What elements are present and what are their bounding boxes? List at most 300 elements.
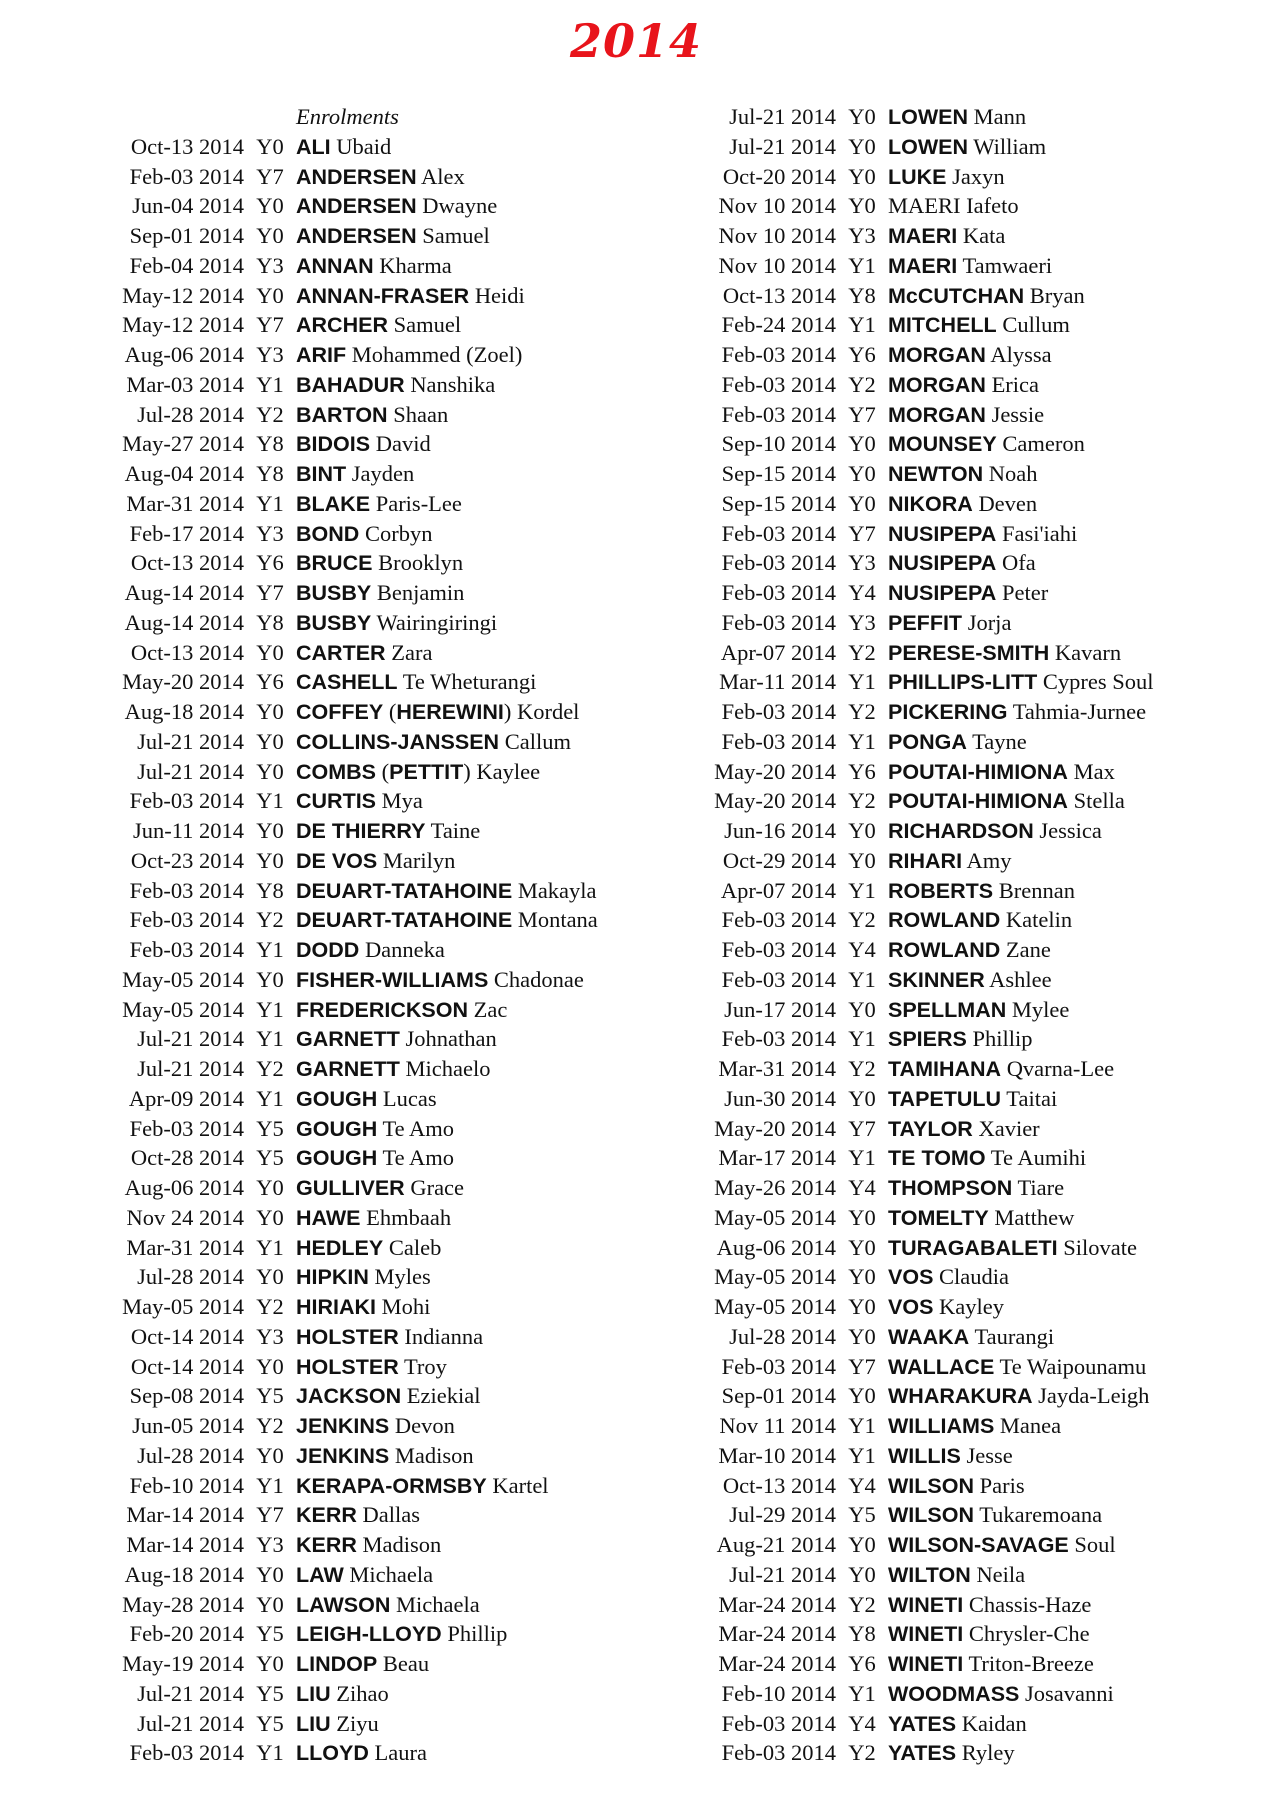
enrolment-date: May-12 2014 (122, 312, 244, 338)
enrolment-date: Aug-14 2014 (124, 609, 244, 635)
enrolment-date: Mar-14 2014 (126, 1502, 244, 1528)
enrolment-date: Jul-28 2014 (729, 1323, 836, 1349)
given-name: Taitai (1006, 1085, 1058, 1111)
student-name (296, 1203, 451, 1233)
surname: MAERI (888, 253, 958, 278)
student-name (888, 548, 1036, 578)
surname: HIRIAKI (296, 1295, 377, 1319)
surname: COFFEY (296, 700, 384, 724)
enrolment-row (60, 1114, 598, 1144)
year-level: Y0 (848, 193, 876, 219)
given-name: Ashlee (989, 966, 1052, 992)
surname: SKINNER (888, 967, 985, 992)
surname: GULLIVER (296, 1176, 405, 1200)
student-name (888, 1173, 1064, 1203)
given-name: Laura (374, 1740, 427, 1766)
enrolment-date: Jun-04 2014 (132, 193, 244, 219)
given-name: Cullum (1002, 312, 1070, 338)
enrolment-row (60, 667, 598, 697)
given-name: Zara (391, 639, 433, 665)
given-name: Tukaremoana (979, 1502, 1103, 1528)
year-level: Y0 (256, 1651, 284, 1676)
student-name (888, 251, 1052, 281)
enrolment-date: Feb-03 2014 (129, 937, 244, 962)
given-name: Manea (999, 1413, 1062, 1438)
student-name (296, 1352, 447, 1382)
student-name (888, 905, 1072, 935)
enrolment-date: Aug-21 2014 (716, 1532, 836, 1557)
student-name (296, 400, 448, 430)
surname: TAYLOR (888, 1116, 973, 1141)
enrolment-row (60, 697, 598, 727)
enrolment-row (652, 965, 1154, 995)
year-level: Y8 (256, 431, 284, 457)
enrolment-date: Mar-31 2014 (126, 490, 244, 516)
surname: CASHELL (296, 670, 398, 695)
given-name: Claudia (939, 1264, 1010, 1290)
year-level: Y1 (848, 728, 876, 754)
enrolment-row (652, 1203, 1154, 1233)
given-name: Fasi'iahi (1001, 520, 1078, 546)
year-level: Y3 (848, 609, 876, 635)
surname: PICKERING (888, 700, 1008, 724)
enrolment-row (652, 935, 1154, 965)
enrolment-date: Jul-21 2014 (729, 104, 836, 129)
student-name (296, 519, 432, 549)
enrolment-row (652, 757, 1154, 787)
enrolment-row (60, 1709, 598, 1739)
enrolment-date: Mar-24 2014 (718, 1591, 836, 1617)
surname: TAMIHANA (888, 1057, 1002, 1081)
enrolment-date: Aug-14 2014 (124, 580, 244, 605)
enrolment-row (652, 459, 1154, 489)
enrolment-date: May-05 2014 (122, 966, 244, 992)
student-name (888, 489, 1037, 519)
year-level: Y6 (848, 342, 876, 367)
surname: PERESE-SMITH (888, 640, 1050, 665)
enrolment-row (60, 370, 598, 400)
student-name (888, 1679, 1114, 1709)
student-name (888, 757, 1115, 787)
given-name: Zihao (336, 1680, 389, 1706)
enrolment-row (652, 132, 1154, 162)
year-level: Y1 (848, 966, 876, 992)
enrolment-row (60, 1500, 598, 1530)
year-level: Y1 (256, 788, 284, 814)
year-level: Y1 (848, 252, 876, 278)
enrolment-row (60, 310, 598, 340)
surname: YATES (888, 1711, 957, 1736)
enrolment-row (652, 400, 1154, 430)
enrolment-date: Sep-15 2014 (721, 490, 836, 516)
given-name: Eziekial (406, 1383, 481, 1409)
student-name (296, 1560, 433, 1590)
year-level: Y0 (848, 1532, 876, 1557)
given-name: Tahmia-Jurnee (1012, 699, 1147, 724)
enrolment-row (652, 1233, 1154, 1263)
student-name (296, 1738, 427, 1768)
surname: WOODMASS (888, 1681, 1020, 1706)
student-name (296, 1054, 491, 1084)
given-name: Kaylee (476, 758, 541, 784)
enrolment-date: May-20 2014 (714, 758, 836, 784)
student-name (888, 1411, 1061, 1441)
enrolment-date: Feb-03 2014 (721, 520, 836, 546)
student-name (296, 1173, 464, 1203)
enrolment-row (652, 429, 1154, 459)
student-name (888, 281, 1085, 311)
surname: WILLIS (888, 1443, 961, 1468)
student-name (296, 132, 391, 162)
student-name (888, 1233, 1137, 1263)
given-name: MAERI Iafeto (888, 193, 1019, 219)
given-name: Dwayne (422, 193, 498, 219)
enrolment-date: Oct-28 2014 (130, 1145, 244, 1171)
given-name: Jesse (966, 1442, 1013, 1468)
student-name (888, 1738, 1015, 1768)
enrolment-row (60, 876, 598, 906)
surname: WILSON-SAVAGE (888, 1533, 1069, 1557)
surname: ANDERSEN (296, 224, 417, 248)
student-name (888, 1203, 1074, 1233)
enrolment-date: Feb-03 2014 (721, 907, 836, 933)
enrolment-row (60, 400, 598, 430)
given-name: Ziyu (336, 1710, 379, 1736)
year-level: Y2 (848, 907, 876, 933)
given-name: Soul (1074, 1532, 1116, 1557)
enrolment-row (60, 1292, 598, 1322)
enrolment-row (652, 310, 1154, 340)
year-level: Y1 (256, 1085, 284, 1111)
enrolment-date: Jul-28 2014 (137, 1442, 244, 1468)
surname: NIKORA (888, 491, 973, 516)
year-level: Y7 (848, 401, 876, 427)
year-level: Y0 (848, 1561, 876, 1587)
enrolment-list-left (60, 102, 598, 1768)
surname: BINT (296, 462, 347, 486)
student-name (888, 995, 1069, 1025)
year-level: Y3 (848, 550, 876, 576)
year-level: Y7 (256, 163, 284, 189)
enrolment-row (60, 757, 598, 787)
student-name (888, 1322, 1054, 1352)
enrolment-date: Feb-03 2014 (129, 1740, 244, 1766)
enrolment-row (652, 519, 1154, 549)
enrolment-row (60, 162, 598, 192)
enrolment-row (652, 251, 1154, 281)
enrolment-row (60, 905, 598, 935)
surname: CARTER (296, 640, 386, 665)
enrolment-date: Feb-24 2014 (721, 312, 836, 338)
enrolment-date: Mar-03 2014 (126, 371, 244, 397)
surname: FISHER-WILLIAMS (296, 967, 489, 992)
surname: WAAKA (888, 1324, 970, 1349)
student-name (888, 578, 1048, 608)
enrolment-date: May-05 2014 (714, 1204, 836, 1230)
enrolment-row (652, 816, 1154, 846)
surname: NUSIPEPA (888, 551, 997, 576)
surname: MORGAN (888, 402, 986, 427)
year-level: Y0 (848, 1383, 876, 1409)
enrolment-date: Aug-04 2014 (124, 461, 244, 486)
left-rows (60, 132, 598, 1768)
enrolment-row (60, 1441, 598, 1471)
given-name: Tiare (1017, 1175, 1065, 1200)
given-name: Mohammed (Zoel) (351, 342, 523, 367)
given-name: Cypres Soul (1042, 669, 1154, 695)
student-name (296, 1381, 480, 1411)
enrolment-date: Feb-03 2014 (129, 163, 244, 189)
enrolment-date: May-05 2014 (122, 996, 244, 1022)
student-name (888, 459, 1038, 489)
year-level: Y5 (848, 1502, 876, 1528)
enrolment-row (652, 1441, 1154, 1471)
given-name: Xavier (978, 1115, 1040, 1141)
year-level: Y2 (848, 1740, 876, 1766)
student-name (888, 1381, 1149, 1411)
given-name: Makayla (517, 877, 597, 903)
surname: LINDOP (296, 1652, 378, 1676)
year-level: Y2 (848, 1591, 876, 1617)
given-name: Ehmbaah (366, 1204, 452, 1230)
enrolment-row (60, 1411, 598, 1441)
year-level: Y1 (848, 877, 876, 903)
enrolment-row (652, 1322, 1154, 1352)
enrolment-row (652, 370, 1154, 400)
surname: ALI (296, 134, 331, 159)
enrolment-row (60, 281, 598, 311)
given-name: Taine (430, 818, 481, 843)
enrolment-row (60, 429, 598, 459)
surname: GOUGH (296, 1086, 378, 1111)
surname: ARCHER (296, 313, 388, 338)
student-name (888, 816, 1102, 846)
enrolment-date: Oct-13 2014 (130, 133, 244, 159)
enrolment-row (652, 1173, 1154, 1203)
year-level: Y1 (848, 1026, 876, 1052)
enrolment-row (652, 995, 1154, 1025)
student-name (888, 162, 1005, 192)
given-name: Kharma (379, 252, 452, 278)
enrolment-row (60, 1054, 598, 1084)
enrolment-row (60, 578, 598, 608)
given-name: Johnathan (405, 1026, 497, 1052)
enrolment-row (60, 1590, 598, 1620)
student-name (296, 1411, 455, 1441)
given-name: Cameron (1002, 431, 1085, 457)
year-level: Y0 (256, 1561, 284, 1587)
surname: MITCHELL (888, 313, 997, 338)
surname: JACKSON (296, 1384, 402, 1409)
year-level: Y1 (256, 1234, 284, 1260)
year-level: Y4 (848, 1710, 876, 1736)
enrolment-date: Aug-06 2014 (124, 1175, 244, 1200)
given-name: Brennan (998, 877, 1075, 903)
enrolment-row (60, 1560, 598, 1590)
year-level: Y0 (848, 1323, 876, 1349)
year-level: Y5 (256, 1383, 284, 1409)
year-level: Y0 (256, 639, 284, 665)
given-name: Marilyn (382, 847, 456, 873)
enrolment-row (60, 1024, 598, 1054)
given-name: Paris (979, 1472, 1025, 1498)
enrolment-row (60, 1649, 598, 1679)
given-name: Zane (1005, 937, 1051, 962)
enrolment-date: Jul-21 2014 (137, 1056, 244, 1081)
student-name (296, 638, 432, 668)
student-name (296, 548, 463, 578)
enrolment-row (60, 251, 598, 281)
surname: BLAKE (296, 491, 371, 516)
student-name (296, 489, 462, 519)
given-name: Paris-Lee (375, 490, 462, 516)
year-level: Y0 (256, 758, 284, 784)
student-name (888, 638, 1121, 668)
enrolment-row (652, 638, 1154, 668)
surname: WINETI (888, 1622, 964, 1647)
enrolment-date: May-28 2014 (122, 1591, 244, 1617)
year-level: Y0 (256, 966, 284, 992)
year-level: Y0 (256, 133, 284, 159)
student-name (888, 1352, 1146, 1382)
enrolment-row (652, 1471, 1154, 1501)
given-name: Neila (976, 1561, 1026, 1587)
enrolment-date: Jul-21 2014 (137, 1710, 244, 1736)
enrolment-row (60, 459, 598, 489)
enrolment-row (652, 1649, 1154, 1679)
enrolment-date: Feb-03 2014 (129, 907, 244, 933)
surname: GARNETT (296, 1027, 400, 1052)
enrolment-date: Feb-03 2014 (721, 342, 836, 367)
student-name (888, 846, 1011, 876)
year-level: Y8 (256, 877, 284, 903)
year-level: Y0 (256, 193, 284, 219)
year-level: Y1 (256, 371, 284, 397)
enrolments-heading: Enrolments (296, 104, 399, 129)
student-name (296, 429, 431, 459)
enrolment-row (652, 905, 1154, 935)
surname: GARNETT (296, 1057, 400, 1081)
student-name (296, 727, 571, 757)
enrolment-date: Sep-01 2014 (129, 223, 244, 248)
student-name (888, 1500, 1102, 1530)
student-name (296, 965, 584, 995)
given-name: Dallas (362, 1502, 421, 1528)
year-level: Y2 (256, 1294, 284, 1319)
enrolment-date: Jul-21 2014 (729, 1561, 836, 1587)
enrolment-date: Mar-31 2014 (126, 1234, 244, 1260)
enrolment-row (60, 340, 598, 370)
enrolment-date: Jul-21 2014 (137, 758, 244, 784)
surname: ANDERSEN (296, 194, 417, 219)
enrolment-date: Nov 10 2014 (718, 223, 836, 248)
student-name (888, 965, 1052, 995)
enrolment-row (652, 876, 1154, 906)
surname: LIU (296, 1711, 331, 1736)
given-name: Phillip (447, 1621, 508, 1647)
student-name (888, 102, 1026, 132)
surname: POUTAI-HIMIONA (888, 789, 1068, 814)
year-level: Y0 (256, 1175, 284, 1200)
student-name (888, 340, 1052, 370)
enrolment-date: May-20 2014 (122, 669, 244, 695)
enrolment-row (60, 1738, 598, 1768)
enrolment-row (60, 1352, 598, 1382)
year-level: Y2 (256, 1056, 284, 1081)
year-level: Y2 (256, 1413, 284, 1438)
enrolment-row (60, 608, 598, 638)
given-name: Peter (1001, 580, 1049, 605)
enrolment-row (652, 102, 1154, 132)
given-name: Kordel (516, 699, 580, 724)
enrolment-row (652, 727, 1154, 757)
enrolment-row (652, 1143, 1154, 1173)
surname: FREDERICKSON (296, 997, 469, 1022)
surname: SPIERS (888, 1027, 967, 1052)
student-name (296, 1530, 441, 1560)
surname: LEIGH-LLOYD (296, 1622, 442, 1647)
year-level: Y4 (848, 580, 876, 605)
given-name: Jessica (1039, 818, 1102, 843)
student-name (296, 995, 507, 1025)
student-name (888, 400, 1044, 430)
year-level: Y4 (848, 937, 876, 962)
enrolment-date: Apr-09 2014 (128, 1085, 244, 1111)
enrolment-date: Aug-18 2014 (124, 699, 244, 724)
student-name (888, 429, 1085, 459)
surname: DODD (296, 938, 360, 962)
year-level: Y0 (256, 1204, 284, 1230)
enrolment-row (652, 1292, 1154, 1322)
given-name: Jayda-Leigh (1038, 1383, 1150, 1409)
student-name (888, 1292, 1004, 1322)
surname: LOWEN (888, 134, 969, 159)
surname: BOND (296, 521, 360, 546)
enrolment-date: Mar-24 2014 (718, 1621, 836, 1647)
enrolment-date: Oct-23 2014 (130, 847, 244, 873)
student-name (888, 1649, 1094, 1679)
enrolment-date: Nov 10 2014 (718, 252, 836, 278)
enrolment-row (60, 519, 598, 549)
year-level: Y1 (256, 490, 284, 516)
enrolment-row (652, 1619, 1154, 1649)
year-level: Y0 (256, 818, 284, 843)
enrolment-row (652, 1738, 1154, 1768)
surname: VOS (888, 1295, 934, 1319)
year-level: Y1 (848, 1442, 876, 1468)
surname: TAPETULU (888, 1086, 1002, 1111)
surname: ANDERSEN (296, 164, 417, 189)
given-name: Stella (1073, 788, 1125, 814)
surname: NEWTON (888, 462, 984, 486)
student-name (296, 162, 465, 192)
surname: WILLIAMS (888, 1414, 995, 1438)
student-name (296, 459, 414, 489)
enrolment-date: Jul-29 2014 (729, 1502, 836, 1528)
enrolment-date: Feb-03 2014 (721, 699, 836, 724)
enrolment-row (652, 340, 1154, 370)
enrolment-row (652, 162, 1154, 192)
enrolment-date: Aug-06 2014 (716, 1234, 836, 1260)
given-name: Josavanni (1025, 1680, 1114, 1706)
enrolment-date: Feb-03 2014 (721, 1710, 836, 1736)
enrolment-date: Feb-03 2014 (721, 1353, 836, 1379)
given-name: Bryan (1029, 282, 1085, 308)
enrolment-date: May-20 2014 (714, 1115, 836, 1141)
year-level: Y0 (848, 1204, 876, 1230)
enrolment-row (652, 786, 1154, 816)
student-name (888, 608, 1011, 638)
